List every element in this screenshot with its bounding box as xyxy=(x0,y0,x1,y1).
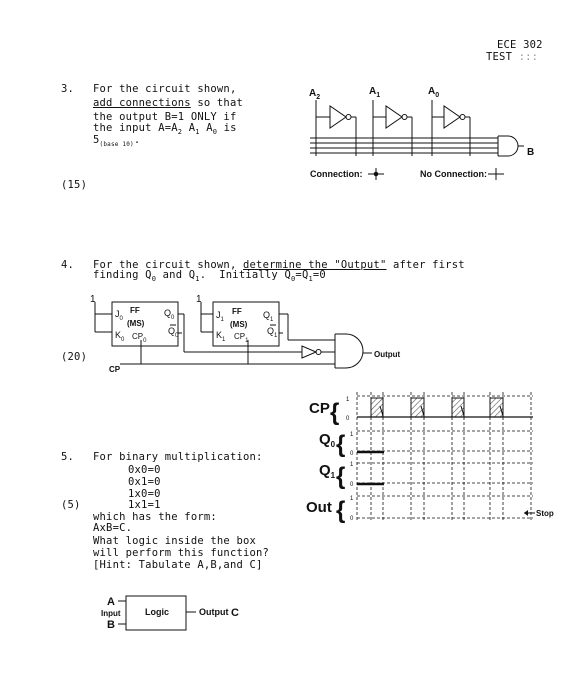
q5-a-label: A xyxy=(107,596,115,608)
q4-cp-label: CP xyxy=(109,365,121,374)
q4-ff0-one: 1 xyxy=(90,294,96,305)
q3-line1: For the circuit shown, xyxy=(93,83,237,95)
q5-line7: AxB=C. xyxy=(93,522,133,534)
ff1-cp: $CP_1$ xyxy=(234,332,249,344)
ff0-ff: FF xyxy=(130,306,140,315)
ff1-k: $K_1$ xyxy=(216,330,226,343)
ff1-q: $Q_1$ xyxy=(263,310,274,323)
q3-a1-label: $A_1$ xyxy=(369,86,381,99)
ff0-qbar: $Q_0$ xyxy=(168,326,179,339)
ff0-cp: $CP_0$ xyxy=(132,332,147,344)
q3-b-label: B xyxy=(527,147,535,158)
q5-eq3: 1x0=0 xyxy=(128,488,161,500)
q4-line1: For the circuit shown, determine the "Output" after first xyxy=(93,259,465,271)
timing-q0-high: 1 xyxy=(350,432,354,438)
timing-out-label: Out xyxy=(306,499,332,516)
q5-logic-label: Logic xyxy=(145,607,169,617)
timing-stop-label: Stop xyxy=(536,509,554,518)
q3-points: (15) xyxy=(61,179,88,191)
timing-q1-label: $Q_1$ xyxy=(319,462,336,480)
ff0-j: $J_0$ xyxy=(115,309,123,322)
timing-q0-low: 0 xyxy=(350,451,354,457)
timing-out-brace: { xyxy=(336,497,346,524)
q4-points: (20) xyxy=(61,351,88,363)
q3-legend-no-connection: No Connection: xyxy=(420,169,487,179)
q3-line4: the input $A=A_2$ $A_1$ $A_0$ is xyxy=(93,122,237,137)
q5-line10: [Hint: Tabulate A,B,and C] xyxy=(93,559,263,571)
timing-out-low: 0 xyxy=(350,516,354,522)
q5-eq4: 1x1=1 xyxy=(128,499,161,511)
timing-cp-brace: { xyxy=(330,399,340,426)
q3-line2: add connections so that xyxy=(93,97,244,109)
q5-points: (5) xyxy=(61,499,81,511)
q5-eq1: 0x0=0 xyxy=(128,464,161,476)
q4-number: 4. xyxy=(61,259,75,271)
ff0-ms: (MS) xyxy=(127,319,145,328)
timing-q1-low: 0 xyxy=(350,482,354,488)
q5-line6: which has the form: xyxy=(93,511,217,523)
test-number-illegible: ::: xyxy=(518,51,539,63)
test-label: TEST ::: xyxy=(486,51,539,63)
q5-c-label: C xyxy=(231,607,239,619)
q3-line5: $5_{(base 10)}$. xyxy=(93,134,141,149)
q3-legend-connection: Connection: xyxy=(310,169,363,179)
q3-a2-label: $A_2$ xyxy=(309,88,321,101)
ff1-j: $J_1$ xyxy=(216,310,224,323)
ff0-q: $Q_0$ xyxy=(164,308,175,321)
ff1-qbar: $Q_1$ xyxy=(267,326,278,339)
q5-number: 5. xyxy=(61,451,75,463)
timing-cp-low: 0 xyxy=(346,416,350,422)
timing-q1-brace: { xyxy=(336,463,346,490)
timing-q0-label: $Q_0$ xyxy=(319,431,336,449)
timing-cp-label: CP xyxy=(309,400,330,417)
q5-line1: For binary multiplication: xyxy=(93,451,263,463)
q4-line2: finding $Q_0$ and $Q_1$. Initially $Q_0=Q_1=0$ xyxy=(93,269,326,284)
course-label: ECE 302 xyxy=(497,39,543,51)
timing-q0-brace: { xyxy=(336,431,346,458)
q5-line8: What logic inside the box xyxy=(93,535,257,547)
q5-input-label: Input xyxy=(101,609,121,618)
q5-line9: will perform this function? xyxy=(93,547,270,559)
timing-q1-high: 1 xyxy=(350,462,354,468)
q3-line3: the output B=1 ONLY if xyxy=(93,111,237,123)
q3-number: 3. xyxy=(61,83,75,95)
q5-eq2: 0x1=0 xyxy=(128,476,161,488)
timing-cp-high: 1 xyxy=(346,397,350,403)
ff0-k: $K_0$ xyxy=(115,330,125,343)
ff1-ff: FF xyxy=(232,307,242,316)
timing-out-high: 1 xyxy=(350,496,354,502)
q5-b-label: B xyxy=(107,619,115,631)
ff1-ms: (MS) xyxy=(230,320,248,329)
q4-ff1-one: 1 xyxy=(196,294,202,305)
q4-output-label: Output xyxy=(374,350,401,359)
q3-a0-label: $A_0$ xyxy=(428,86,440,99)
q5-output-label: Output xyxy=(199,607,229,617)
